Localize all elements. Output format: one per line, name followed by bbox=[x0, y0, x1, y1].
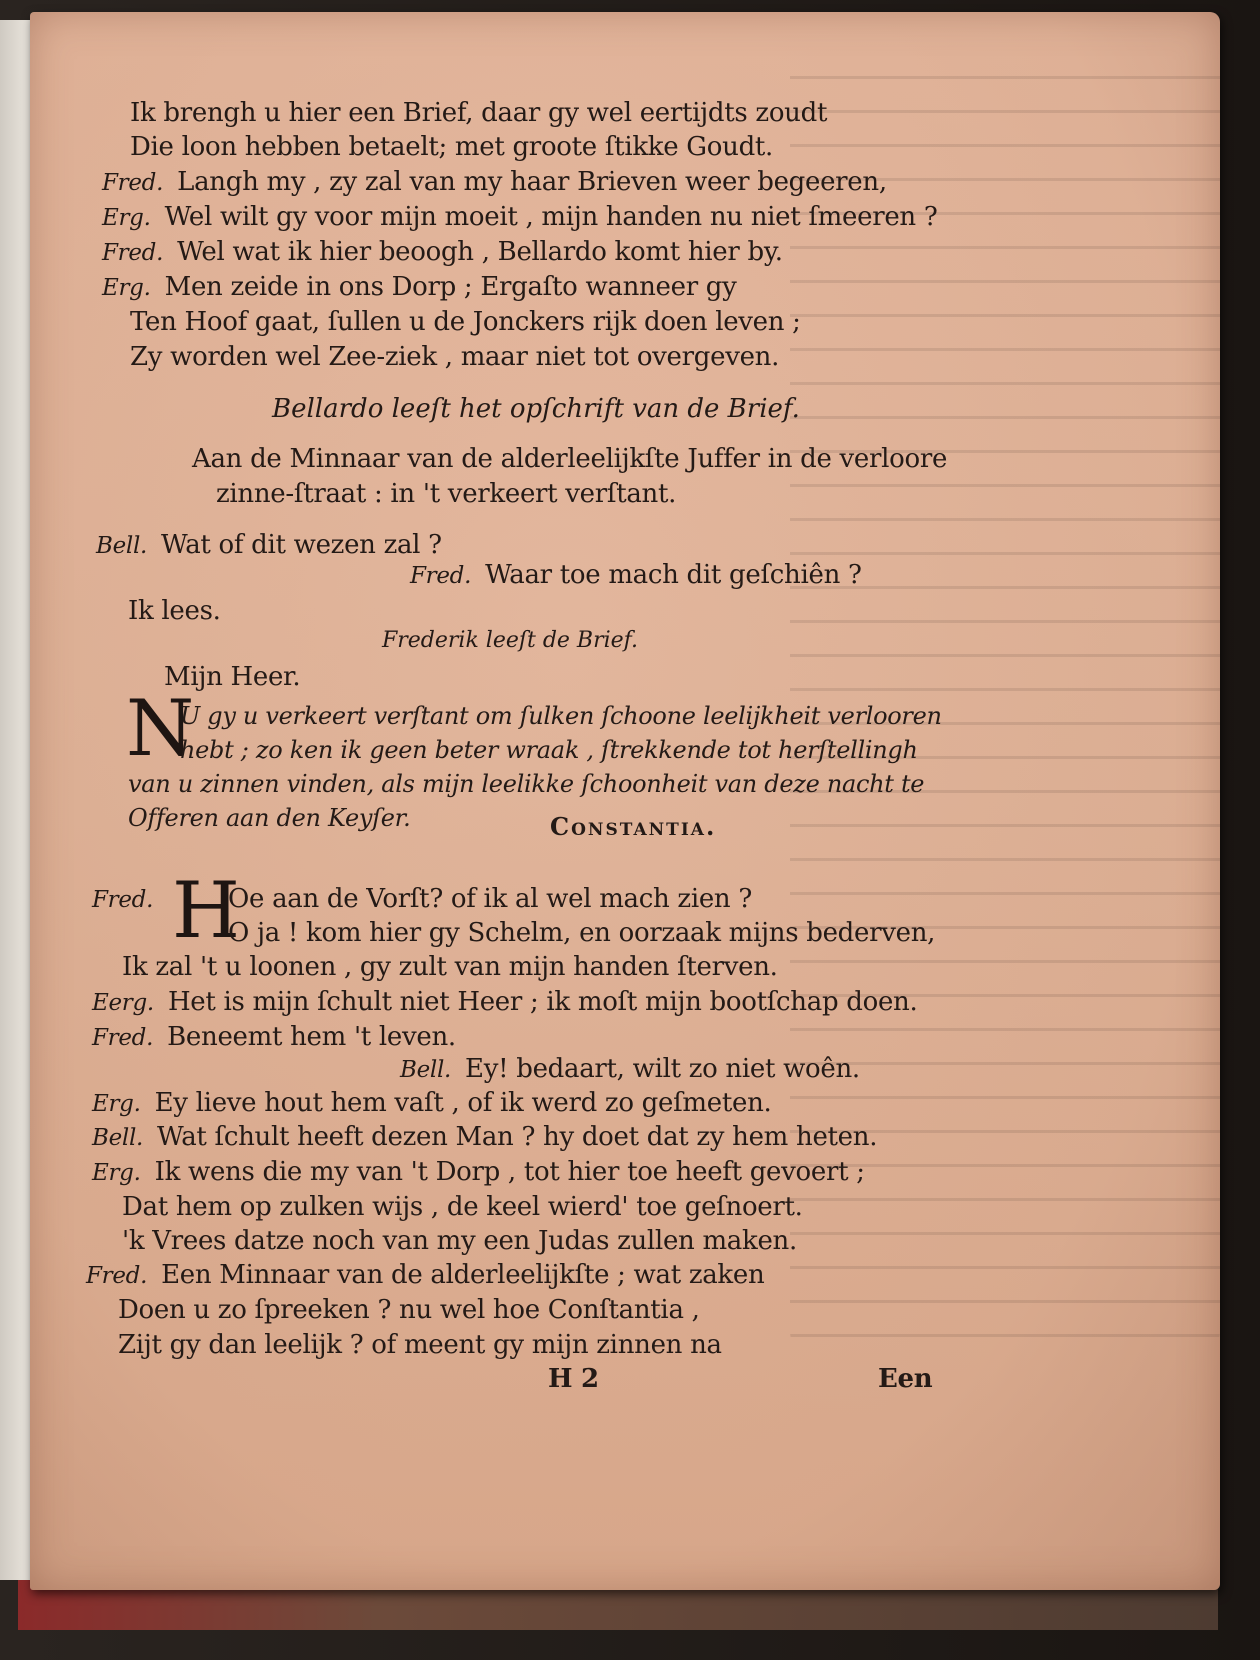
verse-line bbox=[86, 1260, 764, 1290]
catchword: Een bbox=[878, 1364, 933, 1394]
book-page bbox=[30, 12, 1220, 1590]
verse-line bbox=[92, 987, 917, 1017]
verse-line bbox=[400, 1054, 860, 1084]
verse-line bbox=[102, 237, 783, 267]
speaker-label: Fred. bbox=[86, 1263, 148, 1289]
signature-mark: H 2 bbox=[548, 1364, 599, 1394]
letter-text: Offeren aan den Keyſer. bbox=[128, 804, 411, 832]
letter-text: U gy u verkeert verſtant om ſulken ſchoone leelijkheit verlooren bbox=[180, 702, 942, 730]
drop-capital: N bbox=[126, 684, 195, 774]
verse-line bbox=[92, 1157, 865, 1187]
verse-line bbox=[96, 530, 442, 560]
verse-line bbox=[92, 1122, 877, 1152]
verse-line bbox=[92, 1022, 456, 1052]
speaker-label: Erg. bbox=[102, 205, 151, 231]
speaker-label: Fred. bbox=[102, 240, 164, 266]
letter-text: van u zinnen vinden, als mijn leelikke ſchoonheit van deze nacht te bbox=[128, 770, 925, 798]
speaker-label: Eerg. bbox=[92, 990, 154, 1016]
speaker-label: Erg. bbox=[92, 1091, 141, 1117]
verse-line bbox=[410, 560, 862, 590]
drop-capital: H bbox=[172, 866, 241, 956]
verse-text: Wel wilt gy voor mijn moeit , mijn handen nu niet ſmeeren ? bbox=[164, 202, 938, 232]
verse-line bbox=[92, 884, 167, 914]
verse-line: Ik zal 't u loonen , gy zult van mijn handen ſterven. bbox=[122, 952, 778, 982]
verse-text: Ey! bedaart, wilt zo niet woên. bbox=[465, 1054, 860, 1084]
verse-line: Oe aan de Vorſt? of ik al wel mach zien ? bbox=[228, 884, 752, 914]
speaker-label: Fred. bbox=[92, 1025, 154, 1051]
verse-line bbox=[102, 202, 937, 232]
speaker-label: Bell. bbox=[400, 1057, 452, 1083]
verse-text: Ik wens die my van 't Dorp , tot hier toe heeft gevoert ; bbox=[154, 1157, 865, 1187]
verse-line: Ik brengh u hier een Brief, daar gy wel eertijdts zoudt bbox=[130, 98, 828, 128]
verse-text: Waar toe mach dit geſchiên ? bbox=[485, 560, 862, 590]
letter-address: Aan de Minnaar van de alderleelijkſte Juffer in de verloore bbox=[192, 444, 948, 474]
verse-line bbox=[102, 167, 887, 197]
verse-line: 'k Vrees datze noch van my een Judas zullen maken. bbox=[122, 1226, 797, 1256]
verse-text: Het is mijn ſchult niet Heer ; ik moſt mijn bootſchap doen. bbox=[167, 987, 918, 1017]
verse-line: Ik lees. bbox=[128, 596, 221, 626]
speaker-label: Erg. bbox=[92, 1160, 141, 1186]
verse-text: Een Minnaar van de alderleelijkſte ; wat zaken bbox=[161, 1260, 765, 1290]
speaker-label: Erg. bbox=[102, 275, 151, 301]
stage-direction: Frederik leeſt de Brief. bbox=[382, 628, 639, 653]
verse-line: O ja ! kom hier gy Schelm, en oorzaak mijns bederven, bbox=[228, 918, 936, 948]
verse-text: Ey lieve hout hem vaſt , of ik werd zo geſmeten. bbox=[154, 1088, 772, 1118]
letter-address: zinne-ſtraat : in 't verkeert verſtant. bbox=[216, 479, 677, 509]
letter-salutation: Mijn Heer. bbox=[164, 662, 301, 692]
letter-signature: Constantia. bbox=[550, 812, 717, 841]
verse-line: Die loon hebben betaelt; met groote ſtikke Goudt. bbox=[130, 132, 774, 162]
verse-line bbox=[92, 1088, 772, 1118]
verse-line: Doen u zo ſpreeken ? nu wel hoe Conſtantia , bbox=[118, 1295, 700, 1325]
letter-text: hebt ; zo ken ik geen beter wraak , ſtrekkende tot herſtellingh bbox=[180, 736, 918, 764]
verse-text: Wat of dit wezen zal ? bbox=[161, 530, 442, 560]
verse-text: Beneemt hem 't leven. bbox=[167, 1022, 456, 1052]
verse-text: Wel wat ik hier beoogh , Bellardo komt hier by. bbox=[177, 237, 783, 267]
speaker-label: Fred. bbox=[102, 170, 164, 196]
verse-text: Wat ſchult heeft dezen Man ? hy doet dat zy hem heten. bbox=[157, 1122, 878, 1152]
verse-line bbox=[102, 272, 737, 302]
speaker-label: Fred. bbox=[92, 887, 154, 913]
verse-line: Dat hem op zulken wijs , de keel wierd' toe geſnoert. bbox=[122, 1192, 803, 1222]
speaker-label: Fred. bbox=[410, 563, 472, 589]
verse-line: Ten Hoof gaat, ſullen u de Jonckers rijk doen leven ; bbox=[130, 307, 801, 337]
verse-line: Zijt gy dan leelijk ? of meent gy mijn zinnen na bbox=[118, 1330, 722, 1360]
speaker-label: Bell. bbox=[92, 1125, 144, 1151]
speaker-label: Bell. bbox=[96, 533, 148, 559]
verse-text: Langh my , zy zal van my haar Brieven weer begeeren, bbox=[177, 167, 887, 197]
verse-line: Zy worden wel Zee-ziek , maar niet tot overgeven. bbox=[130, 342, 780, 372]
stage-direction: Bellardo leeſt het opſchrift van de Brief. bbox=[272, 394, 800, 424]
verse-text: Men zeide in ons Dorp ; Ergaſto wanneer gy bbox=[164, 272, 737, 302]
